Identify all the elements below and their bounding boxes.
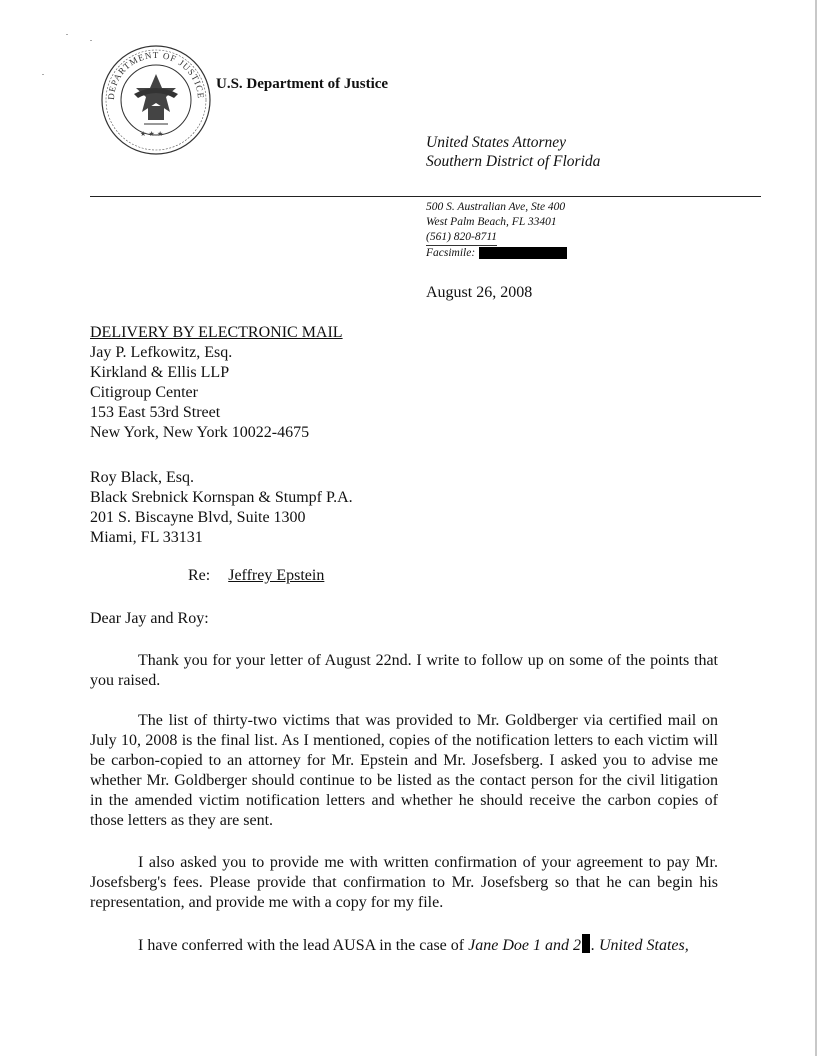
- svg-text:★ ★ ★: ★ ★ ★: [140, 130, 164, 138]
- address-city: West Palm Beach, FL 33401: [426, 216, 557, 228]
- case-name: Jane Doe 1 and 2: [468, 937, 581, 954]
- paragraph-2-text: The list of thirty-two victims that was provided to Mr. Goldberger via certified mail on July 10, 2008 is the final list. As I mentioned, copies of the notification letters to each victim will be carbon-copied to an attorney for Mr. Epstein and Mr. Josefsberg. I asked you to advise me whether Mr. Goldberger should continue to be listed as the contact person for the civil litigation in the amended victim notification letters and whether he should receive the carbon copies of those letters as they are sent.: [90, 712, 718, 829]
- doj-seal-logo: [100, 44, 212, 156]
- paragraph-1-text: Thank you for your letter of August 22nd. I write to follow up on some of the points that you raised.: [90, 652, 718, 689]
- recipient-2-street: 201 S. Biscayne Blvd, Suite 1300: [90, 509, 306, 526]
- re-line: [188, 567, 324, 585]
- recipient-2-city: Miami, FL 33131: [90, 529, 203, 546]
- recipient-1-firm: Kirkland & Ellis LLP: [90, 364, 230, 381]
- paragraph-4: [90, 934, 718, 956]
- fax-label: Facsimile:: [426, 247, 476, 259]
- office-line-2: Southern District of Florida: [426, 153, 601, 170]
- scan-speck: [66, 34, 68, 35]
- paragraph-4-start: I have conferred with the lead AUSA in the case of: [138, 937, 469, 954]
- redaction-bar: [479, 247, 567, 259]
- header-rule: [90, 196, 761, 197]
- office-address: [426, 200, 567, 261]
- recipient-1-street: 153 East 53rd Street: [90, 404, 221, 421]
- department-name: U.S. Department of Justice: [216, 76, 389, 92]
- delivery-method: DELIVERY BY ELECTRONIC MAIL: [90, 324, 343, 341]
- address-street: 500 S. Australian Ave, Ste 400: [426, 201, 566, 213]
- recipient-1-block: [90, 323, 343, 443]
- paragraph-2: [90, 711, 718, 831]
- recipient-1-name: Jay P. Lefkowitz, Esq.: [90, 344, 233, 361]
- scan-speck: [90, 40, 92, 41]
- re-subject: Jeffrey Epstein: [228, 567, 325, 584]
- recipient-2-block: [90, 468, 353, 548]
- recipient-1-city: New York, New York 10022-4675: [90, 424, 310, 441]
- recipient-2-firm: Black Srebnick Kornspan & Stumpf P.A.: [90, 489, 353, 506]
- letter-date: August 26, 2008: [426, 284, 533, 301]
- address-fax: [426, 246, 567, 261]
- salutation: Dear Jay and Roy:: [90, 610, 209, 627]
- recipient-1-building: Citigroup Center: [90, 384, 198, 401]
- re-label: Re:: [188, 567, 211, 584]
- office-name: [426, 133, 600, 171]
- seal-text: DEPARTMENT OF JUSTICE: [105, 49, 207, 101]
- paragraph-3: [90, 853, 718, 913]
- recipient-2-name: Roy Black, Esq.: [90, 469, 194, 486]
- redaction-bar: [582, 934, 590, 953]
- case-versus: . United States,: [590, 937, 689, 954]
- paragraph-3-text: I also asked you to provide me with written confirmation of your agreement to pay Mr. Josefsberg's fees. Please provide that confirmation to Mr. Josefsberg so that he can begin his representation, and provide me with a copy for my file.: [90, 854, 718, 911]
- address-phone: (561) 820-8711: [426, 230, 497, 246]
- scan-speck: [42, 74, 44, 75]
- office-line-1: United States Attorney: [426, 134, 567, 151]
- paragraph-1: [90, 651, 718, 691]
